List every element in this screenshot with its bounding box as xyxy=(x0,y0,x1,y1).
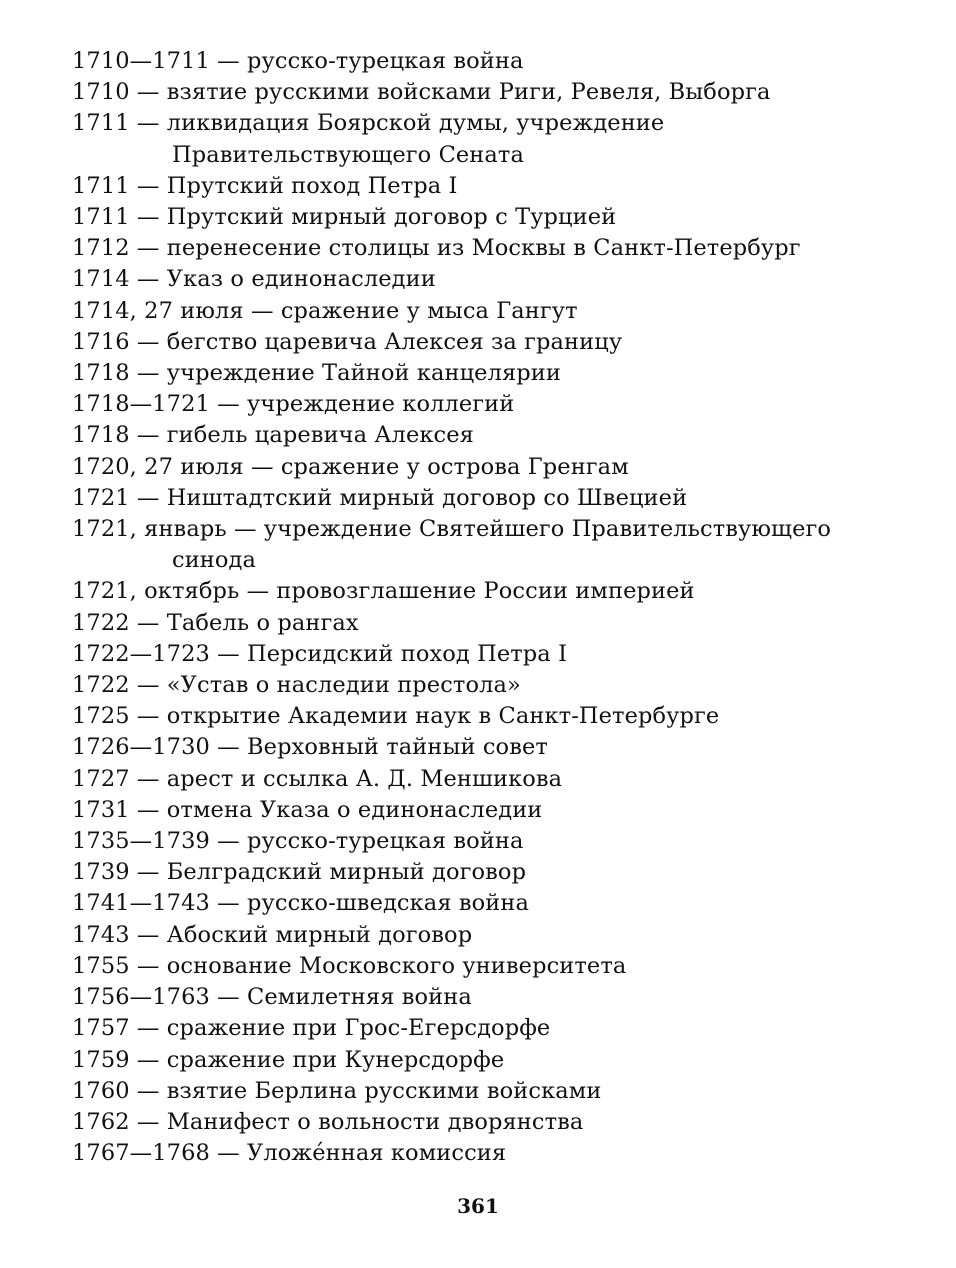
list-item: 1760 — взятие Берлина русскими войсками xyxy=(72,1077,602,1104)
list-item: 1721, октябрь — провозглашение России империей xyxy=(72,578,695,605)
list-item: 1743 — Абоский мирный договор xyxy=(72,921,473,948)
list-item: 1767—1768 — Уложе́нная комиссия xyxy=(72,1140,507,1167)
list-item: 1720, 27 июля — сражение у острова Гренгам xyxy=(72,453,629,480)
list-item: 1711 — ликвидация Боярской думы, учреждение Правительствующего Сената xyxy=(72,110,665,168)
list-item: 1759 — сражение при Кунерсдорфе xyxy=(72,1046,505,1073)
list-item: 1710 — взятие русскими войсками Риги, Ревеля, Выборга xyxy=(72,79,771,106)
list-item: 1762 — Манифест о вольности дворянства xyxy=(72,1108,584,1135)
list-item: 1725 — открытие Академии наук в Санкт-Петербурге xyxy=(72,703,720,730)
list-item: 1712 — перенесение столицы из Москвы в Санкт-Петербург xyxy=(72,235,801,262)
chronology-list xyxy=(72,46,912,1169)
list-item: 1711 — Прутский поход Петра I xyxy=(72,172,458,199)
list-item: 1722 — «Устав о наследии престола» xyxy=(72,672,521,699)
list-item: 1722 — Табель о рангах xyxy=(72,609,359,636)
list-item: 1714 — Указ о единонаследии xyxy=(72,266,436,293)
list-item: 1731 — отмена Указа о единонаследии xyxy=(72,796,543,823)
chronology-page xyxy=(72,46,912,1169)
list-item: 1755 — основание Московского университета xyxy=(72,952,627,979)
list-item: 1718—1721 — учреждение коллегий xyxy=(72,391,515,418)
list-item: 1718 — гибель царевича Алексея xyxy=(72,422,474,449)
list-item: 1735—1739 — русско-турецкая война xyxy=(72,828,524,855)
list-item: 1721, январь — учреждение Святейшего Правительствующего синода xyxy=(72,516,832,574)
list-item: 1739 — Белградский мирный договор xyxy=(72,859,527,886)
page-number: 361 xyxy=(457,1194,499,1218)
list-item: 1710—1711 — русско-турецкая война xyxy=(72,48,524,74)
list-item: 1722—1723 — Персидский поход Петра I xyxy=(72,640,568,667)
list-item: 1727 — арест и ссылка А. Д. Меншикова xyxy=(72,765,563,792)
list-item: 1718 — учреждение Тайной канцелярии xyxy=(72,360,561,387)
list-item: 1756—1763 — Семилетняя война xyxy=(72,984,472,1011)
list-item: 1716 — бегство царевича Алексея за границу xyxy=(72,328,623,355)
list-item: 1714, 27 июля — сражение у мыса Гангут xyxy=(72,297,578,324)
list-item: 1721 — Ништадтский мирный договор со Швецией xyxy=(72,484,688,511)
list-item: 1757 — сражение при Грос-Егерсдорфе xyxy=(72,1015,551,1042)
list-item: 1741—1743 — русско-шведская война xyxy=(72,890,529,917)
list-item: 1726—1730 — Верховный тайный совет xyxy=(72,734,548,761)
list-item: 1711 — Прутский мирный договор с Турцией xyxy=(72,204,617,231)
